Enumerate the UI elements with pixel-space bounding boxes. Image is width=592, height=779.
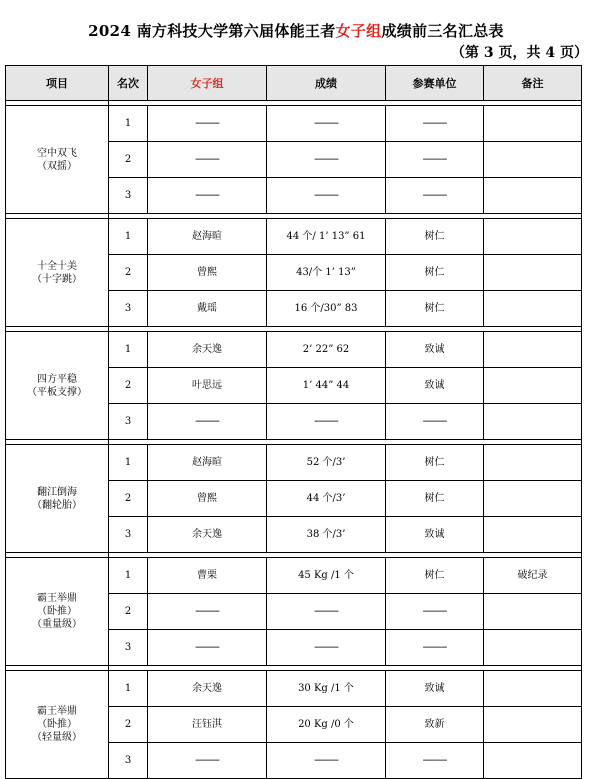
title-prefix: 2024 南方科技大学第六届体能王者 (88, 22, 336, 40)
rank-cell: 2 (109, 594, 148, 630)
rank-cell: 3 (109, 291, 148, 327)
name-cell: ---------- (148, 630, 267, 666)
name-cell: ---------- (148, 404, 267, 440)
event-cell: 霸王举鼎 （卧推） （重量级） (6, 558, 109, 666)
note-cell (484, 707, 582, 743)
title-highlight: 女子组 (335, 22, 382, 40)
rank-cell: 2 (109, 255, 148, 291)
score-cell: 44 个/ 1’ 13” 61 (267, 219, 386, 255)
header-unit: 参赛单位 (386, 66, 484, 101)
unit-cell: 树仁 (386, 255, 484, 291)
score-cell: ---------- (267, 106, 386, 142)
unit-cell: ---------- (386, 106, 484, 142)
note-cell (484, 671, 582, 707)
name-cell: ---------- (148, 178, 267, 214)
name-cell: 叶思远 (148, 368, 267, 404)
score-cell: 52 个/3’ (267, 445, 386, 481)
name-cell: 余天逸 (148, 671, 267, 707)
unit-cell: ---------- (386, 594, 484, 630)
unit-cell: ---------- (386, 404, 484, 440)
note-cell (484, 178, 582, 214)
score-cell: ---------- (267, 743, 386, 779)
score-cell: 2’ 22” 62 (267, 332, 386, 368)
unit-cell: 致诚 (386, 368, 484, 404)
table-row (6, 106, 582, 142)
page-title (0, 20, 592, 41)
score-cell: 16 个/30” 83 (267, 291, 386, 327)
score-cell: 43/个 1’ 13” (267, 255, 386, 291)
event-cell: 四方平稳 （平板支撑） (6, 332, 109, 440)
header-note: 备注 (484, 66, 582, 101)
header-row (6, 66, 582, 101)
rank-cell: 1 (109, 106, 148, 142)
score-cell: ---------- (267, 630, 386, 666)
note-cell (484, 445, 582, 481)
note-cell (484, 404, 582, 440)
note-cell (484, 219, 582, 255)
note-cell: 破纪录 (484, 558, 582, 594)
score-cell: ---------- (267, 594, 386, 630)
rank-cell: 1 (109, 671, 148, 707)
note-cell (484, 255, 582, 291)
header-score: 成绩 (267, 66, 386, 101)
name-cell: 戴瑶 (148, 291, 267, 327)
unit-cell: ---------- (386, 178, 484, 214)
rank-cell: 2 (109, 368, 148, 404)
unit-cell: 致诚 (386, 517, 484, 553)
score-cell: ---------- (267, 404, 386, 440)
note-cell (484, 332, 582, 368)
note-cell (484, 142, 582, 178)
unit-cell: 树仁 (386, 219, 484, 255)
unit-cell: 致诚 (386, 332, 484, 368)
table-row (6, 219, 582, 255)
rank-cell: 3 (109, 178, 148, 214)
score-cell: 38 个/3’ (267, 517, 386, 553)
results-table (5, 65, 582, 779)
note-cell (484, 743, 582, 779)
event-cell: 霸王举鼎 （卧推） （轻量级） (6, 671, 109, 779)
title-suffix: 成绩前三名汇总表 (381, 22, 504, 40)
table-row (6, 558, 582, 594)
name-cell: 余天逸 (148, 332, 267, 368)
name-cell: ---------- (148, 106, 267, 142)
name-cell: 赵海暄 (148, 219, 267, 255)
score-cell: ---------- (267, 142, 386, 178)
rank-cell: 1 (109, 332, 148, 368)
score-cell: ---------- (267, 178, 386, 214)
name-cell: 赵海暄 (148, 445, 267, 481)
rank-cell: 1 (109, 219, 148, 255)
rank-cell: 3 (109, 517, 148, 553)
note-cell (484, 106, 582, 142)
name-cell: ---------- (148, 142, 267, 178)
name-cell: ---------- (148, 743, 267, 779)
rank-cell: 1 (109, 445, 148, 481)
unit-cell: 树仁 (386, 445, 484, 481)
unit-cell: 树仁 (386, 481, 484, 517)
score-cell: 30 Kg /1 个 (267, 671, 386, 707)
unit-cell: ---------- (386, 630, 484, 666)
score-cell: 1’ 44” 44 (267, 368, 386, 404)
name-cell: 曹栗 (148, 558, 267, 594)
note-cell (484, 630, 582, 666)
event-cell: 空中双飞 （双摇） (6, 106, 109, 214)
note-cell (484, 481, 582, 517)
header-group: 女子组 (148, 66, 267, 101)
note-cell (484, 291, 582, 327)
name-cell: 曾熙 (148, 255, 267, 291)
table-row (6, 332, 582, 368)
rank-cell: 2 (109, 481, 148, 517)
name-cell: 余天逸 (148, 517, 267, 553)
rank-cell: 3 (109, 630, 148, 666)
unit-cell: 致新 (386, 707, 484, 743)
unit-cell: 致诚 (386, 671, 484, 707)
rank-cell: 3 (109, 404, 148, 440)
unit-cell: 树仁 (386, 558, 484, 594)
rank-cell: 3 (109, 743, 148, 779)
header-event: 项目 (6, 66, 109, 101)
note-cell (484, 368, 582, 404)
header-rank: 名次 (109, 66, 148, 101)
rank-cell: 1 (109, 558, 148, 594)
score-cell: 45 Kg /1 个 (267, 558, 386, 594)
name-cell: 汪钰淇 (148, 707, 267, 743)
unit-cell: ---------- (386, 743, 484, 779)
table-body (6, 101, 582, 779)
event-cell: 十全十美 （十字跳） (6, 219, 109, 327)
name-cell: 曾熙 (148, 481, 267, 517)
rank-cell: 2 (109, 142, 148, 178)
page-info: （第 3 页，共 4 页） (451, 45, 588, 61)
score-cell: 44 个/3’ (267, 481, 386, 517)
unit-cell: 树仁 (386, 291, 484, 327)
table-row (6, 671, 582, 707)
event-cell: 翻江倒海 （翻轮胎） (6, 445, 109, 553)
table-row (6, 445, 582, 481)
note-cell (484, 517, 582, 553)
unit-cell: ---------- (386, 142, 484, 178)
note-cell (484, 594, 582, 630)
rank-cell: 2 (109, 707, 148, 743)
name-cell: ---------- (148, 594, 267, 630)
score-cell: 20 Kg /0 个 (267, 707, 386, 743)
